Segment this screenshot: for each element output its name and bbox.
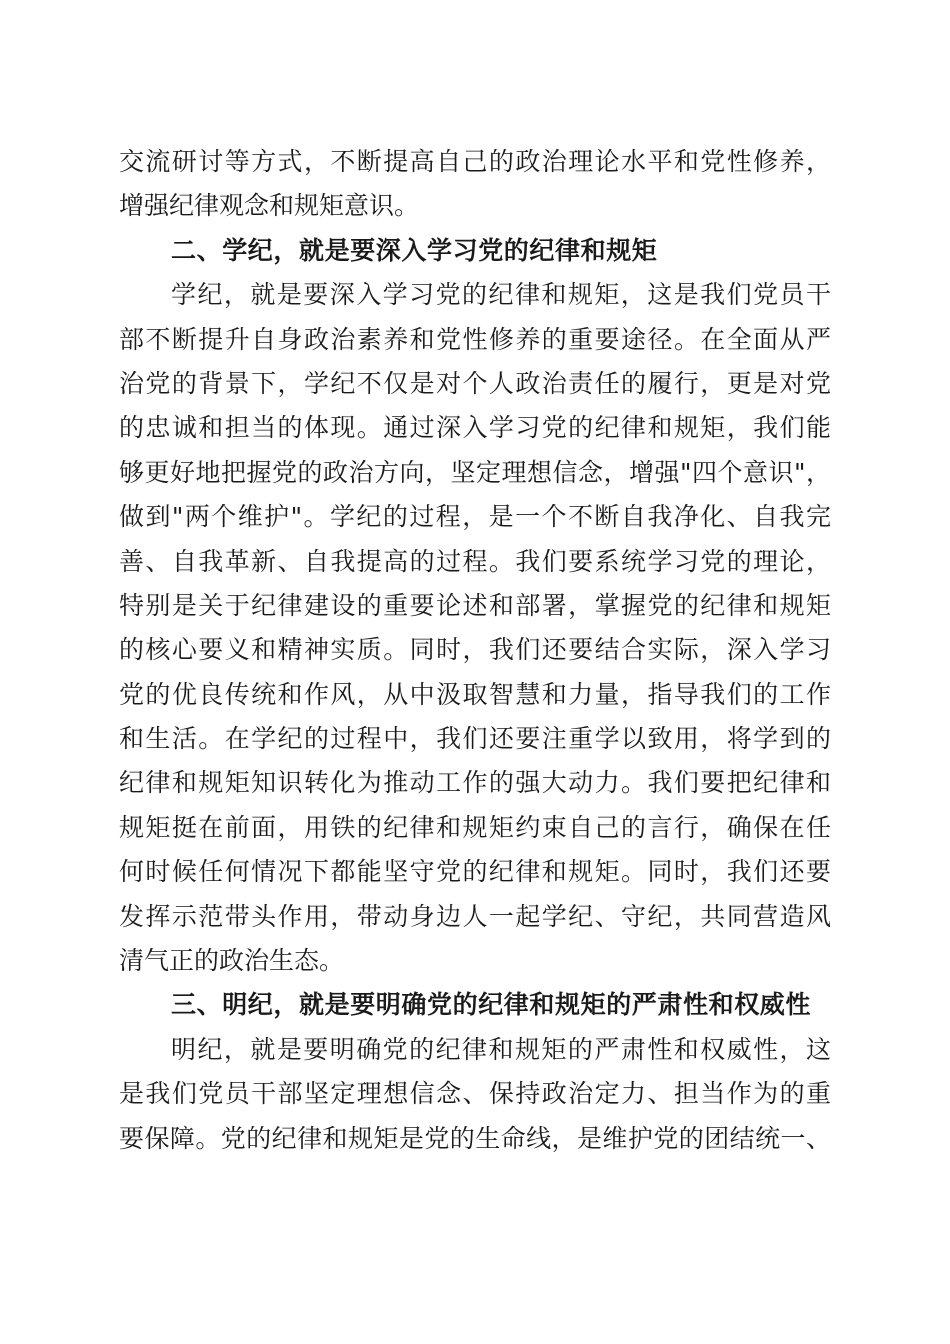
paragraph-2-line: 治党的背景下，学纪不仅是对个人政治责任的履行，更是对党 xyxy=(119,368,831,398)
paragraph-2-line: 的核心要义和精神实质。同时，我们还要结合实际，深入学习 xyxy=(119,635,831,665)
document-body xyxy=(119,140,831,1161)
section-heading-2: 二、学纪，就是要深入学习党的纪律和规矩 xyxy=(171,235,658,265)
section-heading-3: 三、明纪，就是要明确党的纪律和规矩的严肃性和权威性 xyxy=(171,990,812,1020)
paragraph-2-line: 何时候任何情况下都能坚守党的纪律和规矩。同时，我们还要 xyxy=(119,857,831,887)
paragraph-2-line: 党的优良传统和作风，从中汲取智慧和力量，指导我们的工作 xyxy=(119,679,831,709)
paragraph-2-line: 特别是关于纪律建设的重要论述和部署，掌握党的纪律和规矩 xyxy=(119,590,831,620)
paragraph-2-line: 发挥示范带头作用，带动身边人一起学纪、守纪，共同营造风 xyxy=(119,901,831,931)
paragraph-2-line: 规矩挺在前面，用铁的纪律和规矩约束自己的言行，确保在任 xyxy=(119,812,831,842)
paragraph-2-line: 够更好地把握党的政治方向，坚定理想信念，增强"四个意识"， xyxy=(119,457,831,487)
paragraph-2-line: 纪律和规矩知识转化为推动工作的强大动力。我们要把纪律和 xyxy=(119,768,831,798)
paragraph-3-line: 明纪，就是要明确党的纪律和规矩的严肃性和权威性，这 xyxy=(171,1034,831,1064)
paragraph-1-line: 交流研讨等方式，不断提高自己的政治理论水平和党性修养， xyxy=(119,147,831,176)
paragraph-2-line: 学纪，就是要深入学习党的纪律和规矩，这是我们党员干 xyxy=(171,280,831,310)
paragraph-1-line: 增强纪律观念和规矩意识。 xyxy=(119,191,420,221)
paragraph-2-line: 善、自我革新、自我提高的过程。我们要系统学习党的理论， xyxy=(119,546,831,576)
paragraph-2-line: 清气正的政治生态。 xyxy=(119,946,345,976)
paragraph-3-line: 是我们党员干部坚定理想信念、保持政治定力、担当作为的重 xyxy=(119,1079,831,1109)
paragraph-3-line: 要保障。党的纪律和规矩是党的生命线，是维护党的团结统一、 xyxy=(119,1123,831,1153)
paragraph-2-line: 的忠诚和担当的体现。通过深入学习党的纪律和规矩，我们能 xyxy=(119,413,831,443)
paragraph-2-line: 和生活。在学纪的过程中，我们还要注重学以致用，将学到的 xyxy=(119,724,831,754)
paragraph-2-line: 部不断提升自身政治素养和党性修养的重要途径。在全面从严 xyxy=(119,324,831,354)
paragraph-2-line: 做到"两个维护"。学纪的过程，是一个不断自我净化、自我完 xyxy=(119,502,831,532)
